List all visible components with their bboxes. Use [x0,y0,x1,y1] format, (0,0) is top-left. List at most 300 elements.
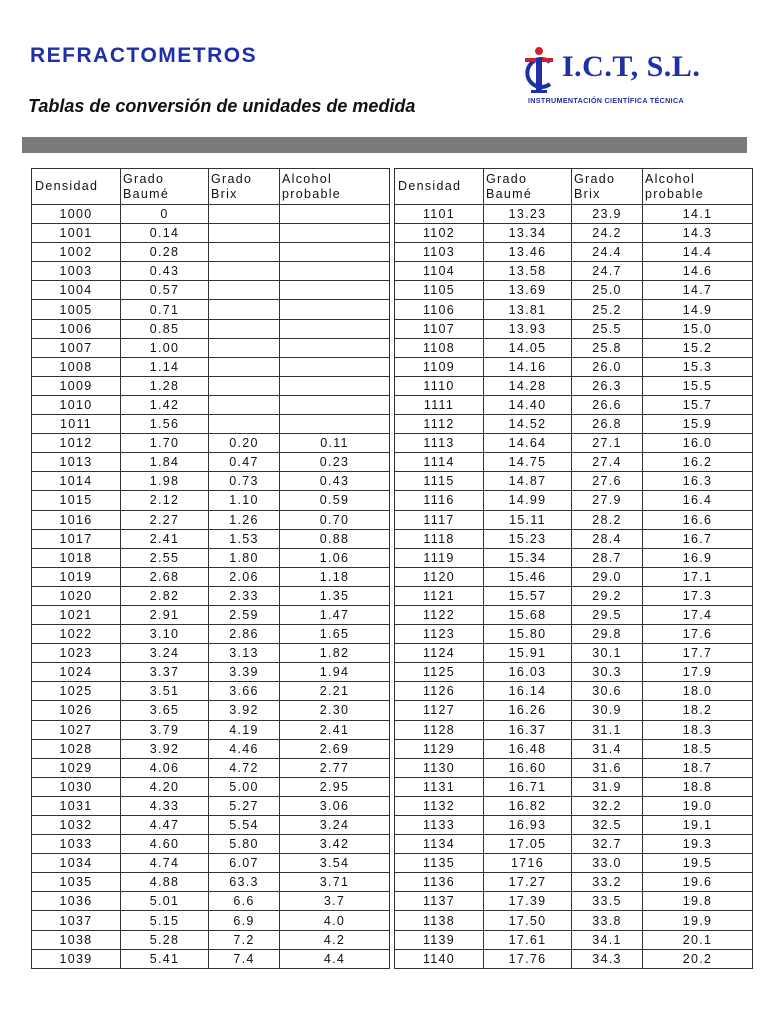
alcohol-probable-cell: 17.3 [643,586,753,605]
table-row [32,625,390,644]
grado-brix-cell: 31.4 [572,739,643,758]
densidad-cell: 1120 [395,567,484,586]
table-row [395,281,753,300]
table-row [395,472,753,491]
table-row [395,701,753,720]
densidad-cell: 1033 [32,835,121,854]
table-row [32,300,390,319]
alcohol-probable-cell [280,243,390,262]
grado-brix-cell: 3.92 [209,701,280,720]
grado-brix-cell: 33.2 [572,873,643,892]
densidad-cell: 1119 [395,548,484,567]
grado-baume-cell: 14.75 [484,453,572,472]
grado-baume-cell: 14.05 [484,338,572,357]
grado-baume-cell: 15.11 [484,510,572,529]
table-row [395,644,753,663]
grado-brix-cell: 26.6 [572,395,643,414]
densidad-cell: 1122 [395,605,484,624]
alcohol-probable-cell: 3.42 [280,835,390,854]
grado-brix-cell: 1.10 [209,491,280,510]
densidad-cell: 1007 [32,338,121,357]
alcohol-probable-cell [280,262,390,281]
grado-baume-cell: 3.51 [121,682,209,701]
alcohol-probable-cell [280,205,390,224]
table-row [395,529,753,548]
alcohol-probable-cell: 3.7 [280,892,390,911]
densidad-cell: 1019 [32,567,121,586]
grado-baume-cell: 13.46 [484,243,572,262]
table-row [32,529,390,548]
grado-baume-cell: 3.24 [121,644,209,663]
densidad-cell: 1109 [395,357,484,376]
densidad-cell: 1022 [32,625,121,644]
grado-baume-cell: 0 [121,205,209,224]
densidad-cell: 1013 [32,453,121,472]
table-row [395,510,753,529]
grado-brix-cell: 1.80 [209,548,280,567]
grado-baume-cell: 1716 [484,854,572,873]
grado-brix-cell: 1.53 [209,529,280,548]
grado-baume-cell: 2.91 [121,605,209,624]
alcohol-probable-cell: 4.2 [280,930,390,949]
grado-baume-cell: 4.74 [121,854,209,873]
densidad-cell: 1121 [395,586,484,605]
table-row [32,453,390,472]
grado-baume-cell: 0.43 [121,262,209,281]
grado-brix-cell: 6.6 [209,892,280,911]
logo-name: I.C.T, S.L. [562,50,701,83]
table-row [32,395,390,414]
table-row [395,548,753,567]
densidad-cell: 1104 [395,262,484,281]
densidad-cell: 1037 [32,911,121,930]
grado-brix-cell: 34.3 [572,949,643,968]
alcohol-probable-cell: 20.2 [643,949,753,968]
grado-baume-cell: 4.33 [121,796,209,815]
column-header-grado-brix: Grado Brix [209,169,280,205]
densidad-cell: 1129 [395,739,484,758]
grado-brix-cell: 24.4 [572,243,643,262]
alcohol-probable-cell: 1.65 [280,625,390,644]
densidad-cell: 1028 [32,739,121,758]
grado-baume-cell: 3.92 [121,739,209,758]
grado-baume-cell: 16.26 [484,701,572,720]
grado-brix-cell: 5.54 [209,816,280,835]
table-row [395,567,753,586]
grado-baume-cell: 0.85 [121,319,209,338]
ict-emblem-icon [520,46,560,96]
densidad-cell: 1107 [395,319,484,338]
densidad-cell: 1118 [395,529,484,548]
densidad-cell: 1126 [395,682,484,701]
grado-brix-cell: 25.2 [572,300,643,319]
grado-baume-cell: 4.20 [121,777,209,796]
table-row [395,854,753,873]
table-row [32,319,390,338]
grado-baume-cell: 14.87 [484,472,572,491]
alcohol-probable-cell [280,357,390,376]
grado-brix-cell [209,281,280,300]
alcohol-probable-cell: 15.0 [643,319,753,338]
alcohol-probable-cell [280,395,390,414]
densidad-cell: 1128 [395,720,484,739]
table-row [395,605,753,624]
table-row [32,281,390,300]
table-row [395,777,753,796]
densidad-cell: 1003 [32,262,121,281]
alcohol-probable-cell: 4.0 [280,911,390,930]
column-header-densidad: Densidad [395,169,484,205]
alcohol-probable-cell: 14.6 [643,262,753,281]
column-header-alcohol-probable: Alcohol probable [280,169,390,205]
grado-brix-cell: 1.26 [209,510,280,529]
densidad-cell: 1030 [32,777,121,796]
grado-baume-cell: 14.99 [484,491,572,510]
densidad-cell: 1011 [32,415,121,434]
grado-brix-cell: 28.7 [572,548,643,567]
grado-brix-cell: 34.1 [572,930,643,949]
grado-baume-cell: 2.68 [121,567,209,586]
alcohol-probable-cell: 2.30 [280,701,390,720]
table-row [395,338,753,357]
alcohol-probable-cell: 14.3 [643,224,753,243]
alcohol-probable-cell: 15.3 [643,357,753,376]
table-row [32,949,390,968]
grado-brix-cell: 3.39 [209,663,280,682]
densidad-cell: 1001 [32,224,121,243]
grado-baume-cell: 17.50 [484,911,572,930]
grado-brix-cell: 32.7 [572,835,643,854]
column-header-alcohol-probable: Alcohol probable [643,169,753,205]
grado-brix-cell: 26.8 [572,415,643,434]
densidad-cell: 1140 [395,949,484,968]
densidad-cell: 1024 [32,663,121,682]
grado-brix-cell: 30.9 [572,701,643,720]
densidad-cell: 1125 [395,663,484,682]
grado-brix-cell: 6.07 [209,854,280,873]
densidad-cell: 1101 [395,205,484,224]
densidad-cell: 1038 [32,930,121,949]
grado-brix-cell: 33.8 [572,911,643,930]
alcohol-probable-cell: 19.3 [643,835,753,854]
densidad-cell: 1039 [32,949,121,968]
table-row [32,758,390,777]
table-row [32,548,390,567]
table-row [395,682,753,701]
grado-baume-cell: 16.93 [484,816,572,835]
grado-baume-cell: 13.93 [484,319,572,338]
grado-baume-cell: 15.34 [484,548,572,567]
densidad-cell: 1112 [395,415,484,434]
grado-baume-cell: 15.57 [484,586,572,605]
alcohol-probable-cell: 14.1 [643,205,753,224]
grado-baume-cell: 2.41 [121,529,209,548]
alcohol-probable-cell [280,281,390,300]
grado-brix-cell: 26.3 [572,376,643,395]
alcohol-probable-cell: 4.4 [280,949,390,968]
alcohol-probable-cell: 19.5 [643,854,753,873]
table-row [32,835,390,854]
alcohol-probable-cell: 2.77 [280,758,390,777]
conversion-table-right [394,168,753,969]
grado-brix-cell: 4.46 [209,739,280,758]
grado-brix-cell: 25.8 [572,338,643,357]
densidad-cell: 1002 [32,243,121,262]
grado-brix-cell: 25.0 [572,281,643,300]
table-row [32,816,390,835]
densidad-cell: 1018 [32,548,121,567]
grado-baume-cell: 4.88 [121,873,209,892]
grado-baume-cell: 16.60 [484,758,572,777]
table-row [32,243,390,262]
page-title: REFRACTOMETROS [30,44,258,67]
grado-brix-cell: 28.4 [572,529,643,548]
grado-baume-cell: 2.12 [121,491,209,510]
table-header-row [395,169,753,205]
alcohol-probable-cell: 0.70 [280,510,390,529]
grado-baume-cell: 1.00 [121,338,209,357]
table-row [395,892,753,911]
grado-brix-cell: 32.5 [572,816,643,835]
table-row [32,491,390,510]
alcohol-probable-cell: 14.9 [643,300,753,319]
grado-baume-cell: 2.82 [121,586,209,605]
densidad-cell: 1008 [32,357,121,376]
alcohol-probable-cell: 0.88 [280,529,390,548]
table-row [395,300,753,319]
densidad-cell: 1000 [32,205,121,224]
grado-brix-cell: 27.4 [572,453,643,472]
densidad-cell: 1005 [32,300,121,319]
grado-baume-cell: 4.60 [121,835,209,854]
grado-brix-cell: 3.13 [209,644,280,663]
table-row [395,911,753,930]
alcohol-probable-cell: 0.11 [280,434,390,453]
grado-brix-cell: 3.66 [209,682,280,701]
alcohol-probable-cell: 16.2 [643,453,753,472]
grado-brix-cell: 30.3 [572,663,643,682]
grado-brix-cell: 5.00 [209,777,280,796]
grado-brix-cell: 7.4 [209,949,280,968]
table-row [32,434,390,453]
table-row [32,586,390,605]
page-subtitle: Tablas de conversión de unidades de medida [28,96,416,116]
grado-brix-cell [209,319,280,338]
densidad-cell: 1123 [395,625,484,644]
logo-tagline: INSTRUMENTACIÓN CIENTÍFICA TÉCNICA [528,96,684,105]
densidad-cell: 1127 [395,701,484,720]
column-header-grado-brix: Grado Brix [572,169,643,205]
table-row [32,701,390,720]
grado-brix-cell: 23.9 [572,205,643,224]
densidad-cell: 1114 [395,453,484,472]
table-header-row [32,169,390,205]
densidad-cell: 1010 [32,395,121,414]
densidad-cell: 1035 [32,873,121,892]
table-row [32,777,390,796]
table-row [395,319,753,338]
grado-baume-cell: 3.10 [121,625,209,644]
densidad-cell: 1113 [395,434,484,453]
alcohol-probable-cell [280,224,390,243]
table-row [395,739,753,758]
grado-baume-cell: 14.28 [484,376,572,395]
alcohol-probable-cell: 18.0 [643,682,753,701]
header-divider-bar [22,137,747,153]
grado-brix-cell: 2.86 [209,625,280,644]
grado-baume-cell: 14.52 [484,415,572,434]
grado-baume-cell: 17.27 [484,873,572,892]
alcohol-probable-cell: 17.1 [643,567,753,586]
table-row [32,472,390,491]
densidad-cell: 1135 [395,854,484,873]
table-row [395,453,753,472]
alcohol-probable-cell: 3.54 [280,854,390,873]
alcohol-probable-cell: 1.06 [280,548,390,567]
table-row [32,892,390,911]
grado-baume-cell: 16.71 [484,777,572,796]
table-row [395,243,753,262]
alcohol-probable-cell: 16.3 [643,472,753,491]
grado-brix-cell: 6.9 [209,911,280,930]
densidad-cell: 1026 [32,701,121,720]
table-row [32,682,390,701]
densidad-cell: 1029 [32,758,121,777]
grado-brix-cell: 24.2 [572,224,643,243]
grado-baume-cell: 1.28 [121,376,209,395]
table-row [32,224,390,243]
alcohol-probable-cell: 1.47 [280,605,390,624]
grado-brix-cell: 26.0 [572,357,643,376]
alcohol-probable-cell: 14.7 [643,281,753,300]
grado-baume-cell: 2.55 [121,548,209,567]
densidad-cell: 1131 [395,777,484,796]
grado-baume-cell: 17.05 [484,835,572,854]
grado-baume-cell: 2.27 [121,510,209,529]
grado-brix-cell: 27.6 [572,472,643,491]
densidad-cell: 1036 [32,892,121,911]
grado-baume-cell: 16.48 [484,739,572,758]
densidad-cell: 1117 [395,510,484,529]
table-row [32,720,390,739]
table-row [395,835,753,854]
grado-baume-cell: 13.81 [484,300,572,319]
grado-baume-cell: 15.91 [484,644,572,663]
grado-baume-cell: 4.47 [121,816,209,835]
table-row [395,491,753,510]
table-row [32,911,390,930]
alcohol-probable-cell [280,376,390,395]
densidad-cell: 1015 [32,491,121,510]
column-header-grado-baume: Grado Baumé [484,169,572,205]
alcohol-probable-cell: 16.7 [643,529,753,548]
alcohol-probable-cell: 17.6 [643,625,753,644]
table-row [32,338,390,357]
densidad-cell: 1110 [395,376,484,395]
grado-baume-cell: 1.42 [121,395,209,414]
grado-brix-cell: 5.27 [209,796,280,815]
alcohol-probable-cell: 18.8 [643,777,753,796]
table-row [32,510,390,529]
grado-baume-cell: 16.82 [484,796,572,815]
grado-brix-cell: 29.8 [572,625,643,644]
table-row [395,816,753,835]
grado-baume-cell: 0.14 [121,224,209,243]
densidad-cell: 1032 [32,816,121,835]
densidad-cell: 1132 [395,796,484,815]
grado-brix-cell: 29.2 [572,586,643,605]
alcohol-probable-cell: 16.6 [643,510,753,529]
table-row [32,415,390,434]
densidad-cell: 1105 [395,281,484,300]
densidad-cell: 1020 [32,586,121,605]
grado-baume-cell: 1.70 [121,434,209,453]
grado-baume-cell: 5.01 [121,892,209,911]
densidad-cell: 1027 [32,720,121,739]
grado-brix-cell: 27.1 [572,434,643,453]
company-logo [520,44,700,108]
grado-brix-cell [209,395,280,414]
grado-baume-cell: 5.15 [121,911,209,930]
grado-baume-cell: 13.69 [484,281,572,300]
conversion-table-left [31,168,390,969]
alcohol-probable-cell: 2.69 [280,739,390,758]
alcohol-probable-cell: 18.5 [643,739,753,758]
grado-baume-cell: 15.23 [484,529,572,548]
table-row [395,949,753,968]
grado-brix-cell: 5.80 [209,835,280,854]
table-row [32,663,390,682]
grado-brix-cell: 27.9 [572,491,643,510]
densidad-cell: 1139 [395,930,484,949]
densidad-cell: 1130 [395,758,484,777]
densidad-cell: 1023 [32,644,121,663]
alcohol-probable-cell: 16.9 [643,548,753,567]
densidad-cell: 1016 [32,510,121,529]
densidad-cell: 1006 [32,319,121,338]
alcohol-probable-cell: 18.2 [643,701,753,720]
table-row [32,930,390,949]
alcohol-probable-cell: 0.23 [280,453,390,472]
table-row [395,395,753,414]
grado-brix-cell: 0.47 [209,453,280,472]
column-header-densidad: Densidad [32,169,121,205]
alcohol-probable-cell: 0.59 [280,491,390,510]
grado-baume-cell: 4.06 [121,758,209,777]
grado-baume-cell: 1.56 [121,415,209,434]
table-row [32,376,390,395]
densidad-cell: 1136 [395,873,484,892]
grado-brix-cell [209,415,280,434]
alcohol-probable-cell: 15.2 [643,338,753,357]
densidad-cell: 1115 [395,472,484,491]
alcohol-probable-cell: 2.41 [280,720,390,739]
grado-brix-cell [209,243,280,262]
table-row [395,357,753,376]
table-row [395,224,753,243]
densidad-cell: 1102 [395,224,484,243]
grado-brix-cell: 0.73 [209,472,280,491]
table-row [395,720,753,739]
densidad-cell: 1025 [32,682,121,701]
densidad-cell: 1034 [32,854,121,873]
densidad-cell: 1134 [395,835,484,854]
grado-brix-cell: 31.6 [572,758,643,777]
densidad-cell: 1108 [395,338,484,357]
alcohol-probable-cell: 18.3 [643,720,753,739]
grado-baume-cell: 17.39 [484,892,572,911]
table-row [395,873,753,892]
